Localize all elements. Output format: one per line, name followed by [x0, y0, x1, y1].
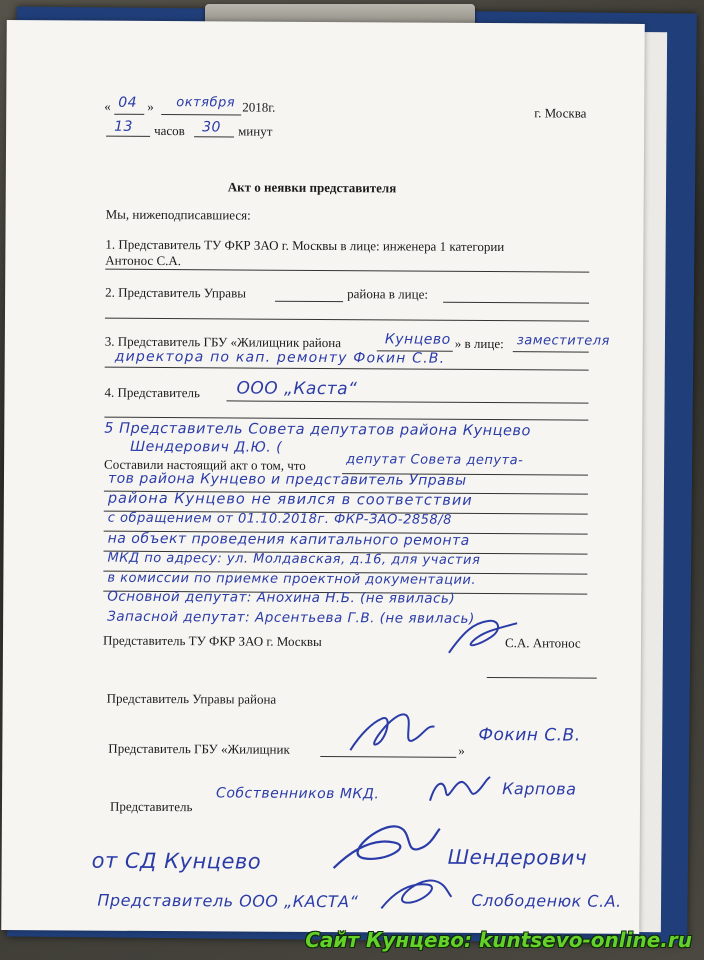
sig1-label: Представитель ТУ ФКР ЗАО г. Москвы: [102, 632, 322, 649]
signature-slobodenyuk: [375, 870, 455, 918]
sig3-quote: »: [458, 742, 465, 758]
hw-line-9: Запасной депутат: Арсентьева Г.В. (не явилась): [107, 608, 475, 627]
sig1-name: С.А. Антонос: [504, 635, 581, 651]
hw-line-7: в комиссии по приемке проектной документации.: [107, 570, 477, 588]
hw-line-4: с обращением от 01.10.2018г. ФКР-ЗАО-2858/8: [107, 510, 452, 528]
sig2-label: Представитель Управы района: [106, 690, 277, 707]
item4-label: 4. Представитель: [104, 384, 201, 401]
item4-org: ООО „Каста“: [236, 378, 358, 400]
composed-label: Составили настоящий акт о том, что: [104, 456, 306, 473]
site-watermark: Сайт Кунцево: kuntsevo-online.ru: [305, 928, 692, 952]
hw-line-6: МКД по адресу: ул. Молдавская, д.16, для участия: [107, 550, 481, 568]
item5-line-b: Шендерович Д.Ю. (: [130, 438, 283, 456]
date-year: 2018г.: [242, 99, 276, 115]
item2-label: 2. Представитель Управы: [105, 284, 247, 301]
time-minutes: 30: [202, 119, 222, 136]
date-quote-open: «: [104, 98, 111, 114]
item2-label-b: района в лице:: [347, 286, 429, 302]
time-hours-label: часов: [154, 122, 185, 139]
intro-text: Мы, нижеподписавшиеся:: [105, 206, 251, 223]
date-day: 04: [118, 94, 138, 111]
item5-line-a: 5 Представитель Совета депутатов района Кунцево: [104, 420, 531, 440]
sig4-hw: Собственников МКД.: [216, 785, 380, 803]
city: г. Москва: [534, 105, 587, 121]
hw-line-5: на объект проведения капитального ремонта: [107, 530, 470, 549]
item1-cont: Антонос С.А.: [105, 252, 182, 269]
date-month: октября: [176, 95, 236, 111]
date-quote-close: »: [147, 98, 154, 114]
sig3-label: Представитель ГБУ «Жилищник: [108, 740, 290, 757]
signature-karpova: [426, 771, 492, 807]
bottom2-a: Представитель ООО „КАСТА“: [97, 890, 359, 912]
bottom1-a: от СД Кунцево: [91, 848, 262, 874]
time-minutes-label: минут: [238, 123, 273, 139]
hw-line-8: Основной депутат: Анохина Н.Б. (не явилась): [107, 588, 456, 607]
hw-line-2: тов района Кунцево и представитель Управы: [107, 470, 467, 489]
item3-label-b: » в лице:: [454, 335, 504, 352]
item3-label: 3. Представитель ГБУ «Жилищник района: [104, 333, 342, 351]
item3-person-a: заместителя: [516, 333, 610, 349]
item3-district: Кунцево: [384, 331, 451, 348]
document-page: [1, 20, 645, 934]
document-title: Акт о неявки представителя: [227, 179, 397, 196]
bottom1-b: Шендерович: [447, 844, 588, 870]
time-hours: 13: [114, 118, 134, 135]
hw-line-1: депутат Совета депута-: [346, 452, 524, 469]
signature-fokin: [342, 704, 442, 759]
sig4-label: Представитель: [109, 798, 193, 815]
hw-line-3: района Кунцево не явился в соответствии: [107, 490, 473, 509]
item1-text: 1. Представитель ТУ ФКР ЗАО г. Москвы в лице: инженера 1 категории: [105, 236, 505, 255]
bottom2-b: Слободенюк С.А.: [471, 890, 622, 911]
item3-person-b: директора по кап. ремонту Фокин С.В.: [114, 348, 446, 367]
sig4-name: Карпова: [502, 779, 577, 799]
sig3-name: Фокин С.В.: [478, 724, 581, 746]
